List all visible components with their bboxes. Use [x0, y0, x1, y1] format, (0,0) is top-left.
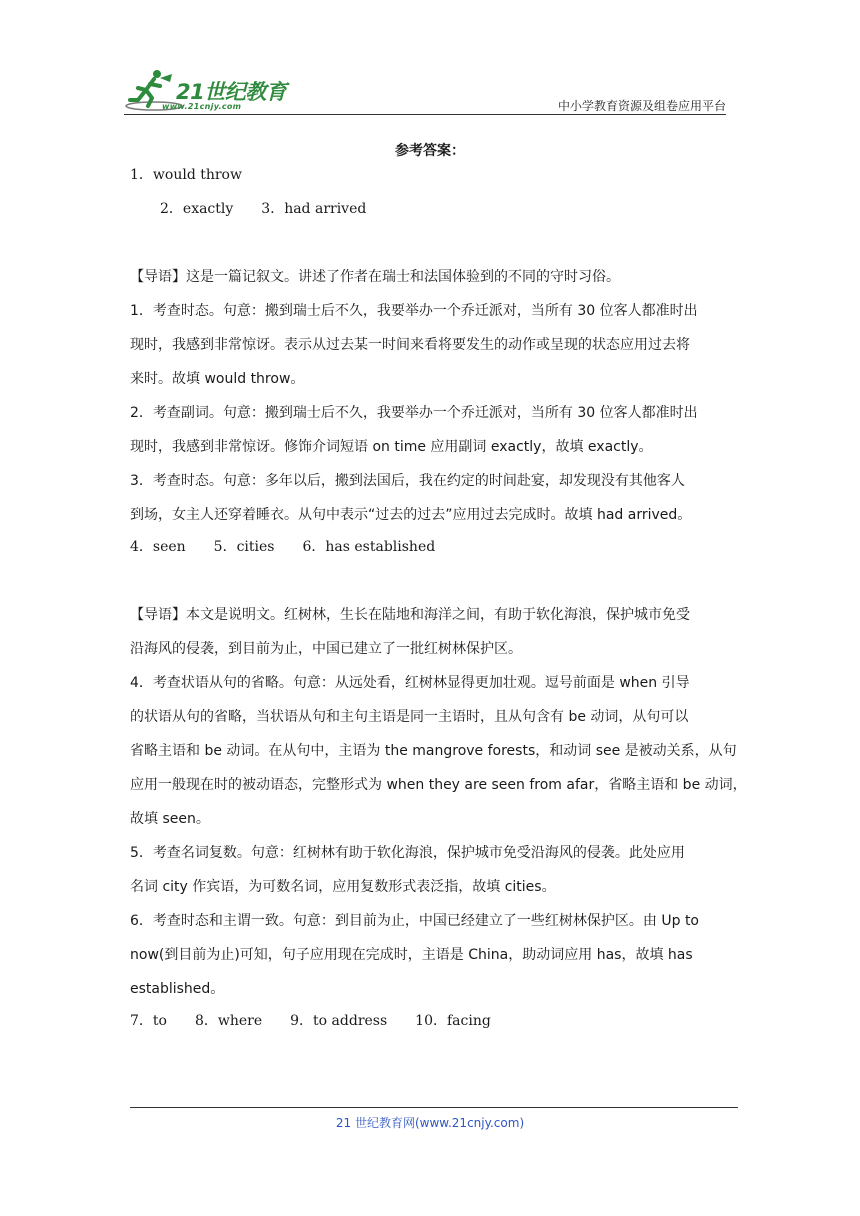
intro-line: 沿海风的侵袭，到目前为止，中国已建立了一批红树林保护区。: [130, 641, 522, 657]
platform-name: 中小学教育资源及组卷应用平台: [557, 99, 726, 113]
footer-link[interactable]: 21 世纪教育网(www.21cnjy.com): [335, 1116, 525, 1130]
explanation-line: 1．考查时态。句意：搬到瑞士后不久，我要举办一个乔迁派对，当所有 30 位客人都准时出: [130, 303, 698, 319]
footer-divider: [130, 1107, 738, 1108]
explanation-line: 2．考查副词。句意：搬到瑞士后不久，我要举办一个乔迁派对，当所有 30 位客人都准时出: [130, 405, 698, 421]
explanation-line: established。: [130, 981, 225, 997]
explanation-line: 省略主语和 be 动词。在从句中，主语为 the mangrove forests，和动词 see 是被动关系，从句: [130, 743, 737, 759]
explanation-line: 5．考查名词复数。句意：红树林有助于软化海浪，保护城市免受沿海风的侵袭。此处应用: [130, 845, 685, 861]
explanation-line: 现时，我感到非常惊讶。修饰介词短语 on time 应用副词 exactly，故填 exactly。: [130, 439, 653, 455]
explanation-line: 故填 seen。: [130, 811, 210, 827]
header-divider: [124, 114, 726, 115]
explanation-line: now(到目前为止)可知，句子应用现在完成时，主语是 China，助动词应用 has，故填 has: [130, 947, 693, 963]
answer-line: 1．would throw: [130, 167, 242, 183]
logo-text: 21世纪教育: [176, 80, 287, 104]
explanation-line: 到场，女主人还穿着睡衣。从句中表示“过去的过去”应用过去完成时。故填 had arrived。: [130, 507, 692, 523]
explanation-line: 的状语从句的省略，当状语从句和主句主语是同一主语时，且从句含有 be 动词，从句可以: [130, 709, 689, 725]
explanation-line: 来时。故填 would throw。: [130, 371, 305, 387]
explanation-line: 应用一般现在时的被动语态，完整形式为 when they are seen from afar，省略主语和 be 动词，: [130, 777, 747, 793]
logo-url: www.21cnjy.com: [162, 102, 242, 111]
intro-line: 【导语】本文是说明文。红树林，生长在陆地和海洋之间，有助于软化海浪，保护城市免受: [130, 607, 690, 623]
explanation-line: 3．考查时态。句意：多年以后，搬到法国后，我在约定的时间赴宴，却发现没有其他客人: [130, 473, 685, 489]
explanation-line: 6．考查时态和主谓一致。句意：到目前为止，中国已经建立了一些红树林保护区。由 Up to: [130, 913, 699, 929]
explanation-line: 现时，我感到非常惊讶。表示从过去某一时间来看将要发生的动作或呈现的状态应用过去将: [130, 337, 690, 353]
page-title: 参考答案：: [395, 143, 465, 159]
site-logo: [124, 66, 294, 114]
page-header: [124, 66, 726, 118]
intro-line: 【导语】这是一篇记叙文。讲述了作者在瑞士和法国体验到的不同的守时习俗。: [130, 269, 620, 285]
explanation-line: 4．考查状语从句的省略。句意：从远处看，红树林显得更加壮观。逗号前面是 when 引导: [130, 675, 690, 691]
answer-line: 2．exactly 3．had arrived: [160, 201, 367, 217]
explanation-line: 名词 city 作宾语，为可数名词，应用复数形式表泛指，故填 cities。: [130, 879, 556, 895]
answer-line: 4．seen 5．cities 6．has established: [130, 539, 436, 555]
answer-line: 7．to 8．where 9．to address 10．facing: [130, 1013, 491, 1029]
